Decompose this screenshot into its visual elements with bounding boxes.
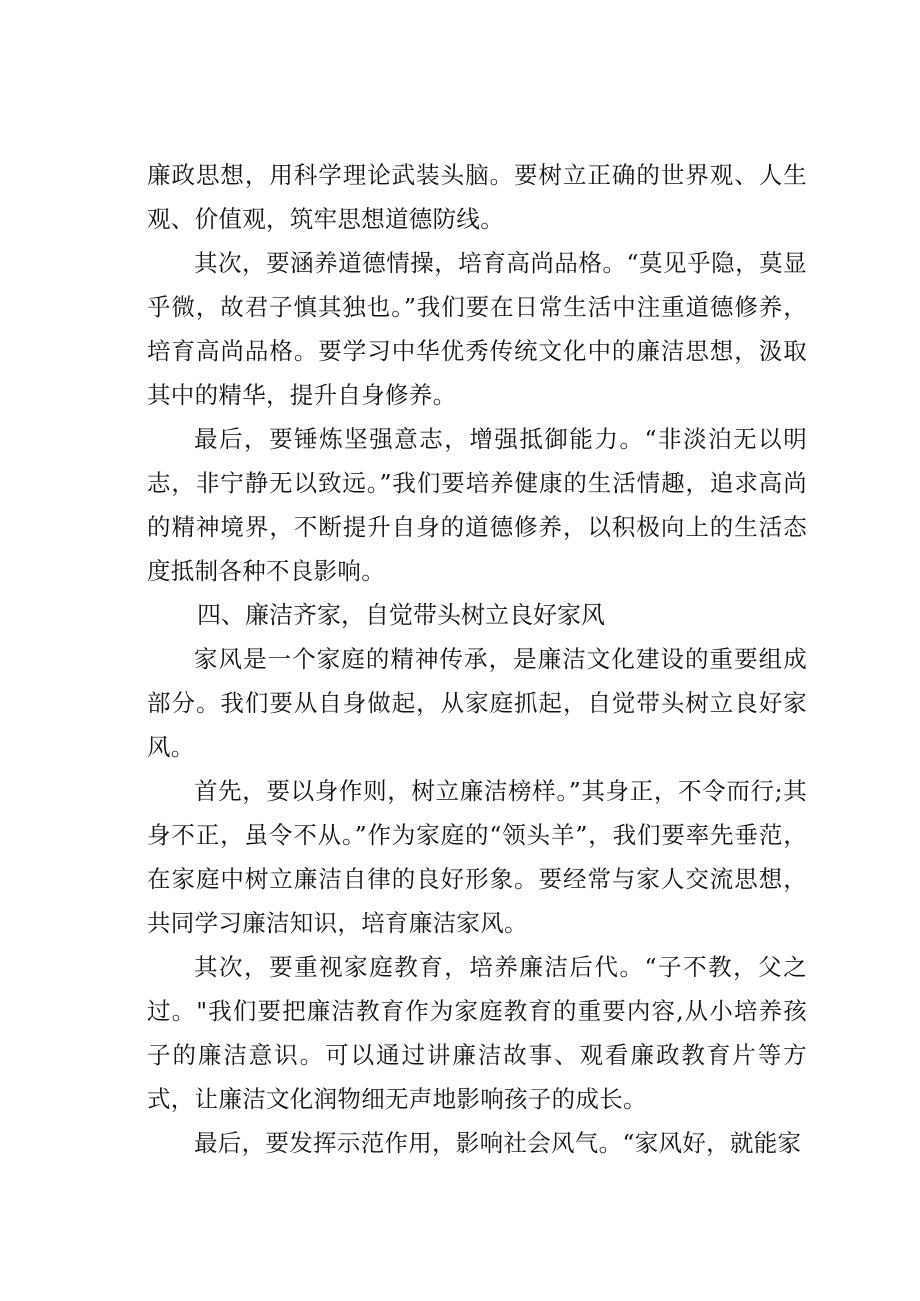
paragraph-cultivate-morality: 其次，要涵养道德情操，培育高尚品格。“莫见乎隐，莫显乎微，故君子慎其独也。”我们要在日常生活中注重道德修养，培育高尚品格。要学习中华优秀传统文化中的廉洁思想，汲取其中的精华，提升自身修养。	[147, 249, 807, 409]
paragraph-family-education: 其次，要重视家庭教育，培养廉洁后代。“子不教，父之过。"我们要把廉洁教育作为家庭教育的重要内容,从小培养孩子的廉洁意识。可以通过讲廉洁故事、观看廉政教育片等方式，让廉洁文化润物细无声地影响孩子的成长。	[147, 953, 807, 1113]
section-heading: 四、廉洁齐家，自觉带头树立良好家风	[197, 601, 605, 629]
document-body	[147, 153, 807, 1165]
paragraph-demonstration: 最后，要发挥示范作用，影响社会风气。“家风好，就能家	[194, 1129, 802, 1157]
paragraph-temper-will: 最后，要锤炼坚强意志，增强抵御能力。“非淡泊无以明志，非宁静无以致远。”我们要培养健康的生活情趣，追求高尚的精神境界，不断提升自身的道德修养，以积极向上的生活态度抵制各种不良影响。	[147, 425, 807, 585]
paragraph-family-style-intro: 家风是一个家庭的精神传承，是廉洁文化建设的重要组成部分。我们要从自身做起，从家庭抓起，自觉带头树立良好家风。	[147, 645, 807, 761]
paragraph-lead-by-example: 首先，要以身作则，树立廉洁榜样。”其身正，不令而行;其身不正，虽令不从。”作为家庭的“领头羊”，我们要率先垂范，在家庭中树立廉洁自律的良好形象。要经常与家人交流思想，共同学习廉洁知识，培育廉洁家风。	[147, 777, 807, 937]
paragraph-continued: 廉政思想，用科学理论武装头脑。要树立正确的世界观、人生观、价值观，筑牢思想道德防线。	[147, 161, 807, 233]
